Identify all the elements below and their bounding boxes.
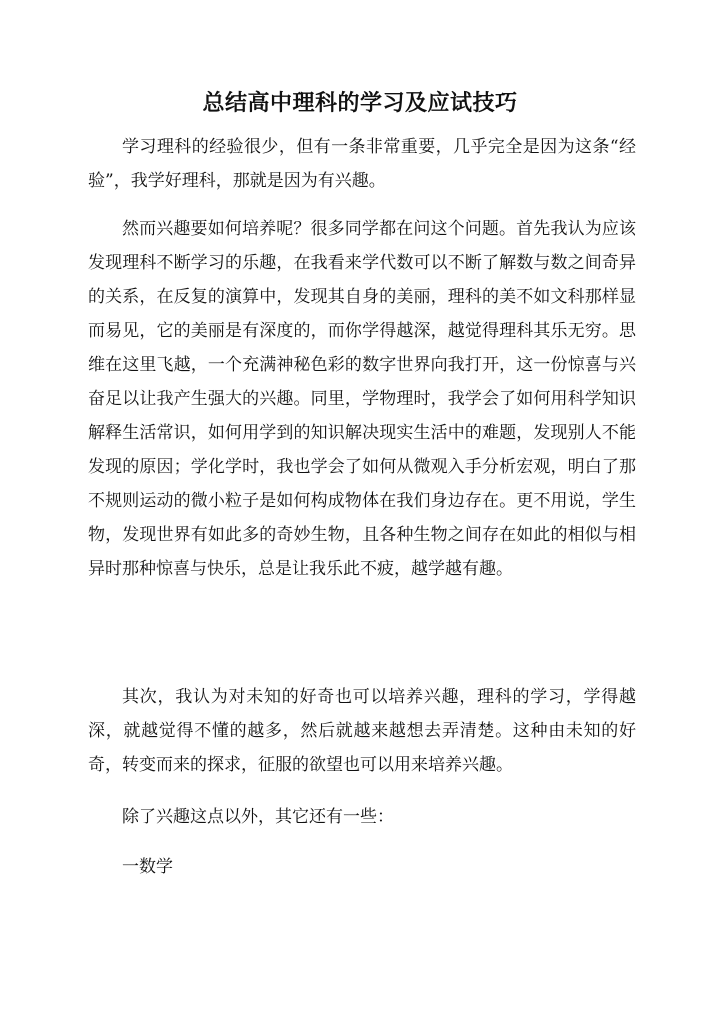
- paragraph-interest-intro: 学习理科的经验很少，但有一条非常重要，几乎完全是因为这条“经验”，我学好理科，那就是因为有兴趣。: [88, 137, 636, 191]
- document-title: 总结高中理科的学习及应试技巧: [202, 90, 518, 116]
- paragraph-other-points: 除了兴趣这点以外，其它还有一些：: [122, 807, 394, 827]
- section-heading-math: 一数学: [122, 857, 173, 877]
- paragraph-how-to-cultivate: 然而兴趣要如何培养呢？很多同学都在问这个问题。首先我认为应该发现理科不断学习的乐趣，在我看来学代数可以不断了解数与数之间奇异的关系，在反复的演算中，发现其自身的美丽，理科的美不如文科那样显而易见，它的美丽是有深度的，而你学得越深，越觉得理科其乐无穷。思维在这里飞越，一个充满神秘色彩的数字世界向我打开，这一份惊喜与兴奋足以让我产生强大的兴趣。同里，学物理时，我学会了如何用科学知识解释生活常识，如何用学到的知识解决现实生活中的难题，发现别人不能发现的原因；学化学时，我也学会了如何从微观入手分析宏观，明白了那不规则运动的微小粒子是如何构成物体在我们身边存在。更不用说，学生物，发现世界有如此多的奇妙生物，且各种生物之间存在如此的相似与相异时那种惊喜与快乐，总是让我乐此不疲，越学越有趣。: [88, 219, 636, 579]
- paragraph-curiosity: 其次，我认为对未知的好奇也可以培养兴趣，理科的学习，学得越深，就越觉得不懂的越多，然后就越来越想去弄清楚。这种由未知的好奇，转变而来的探求，征服的欲望也可以用来培养兴趣。: [88, 687, 636, 775]
